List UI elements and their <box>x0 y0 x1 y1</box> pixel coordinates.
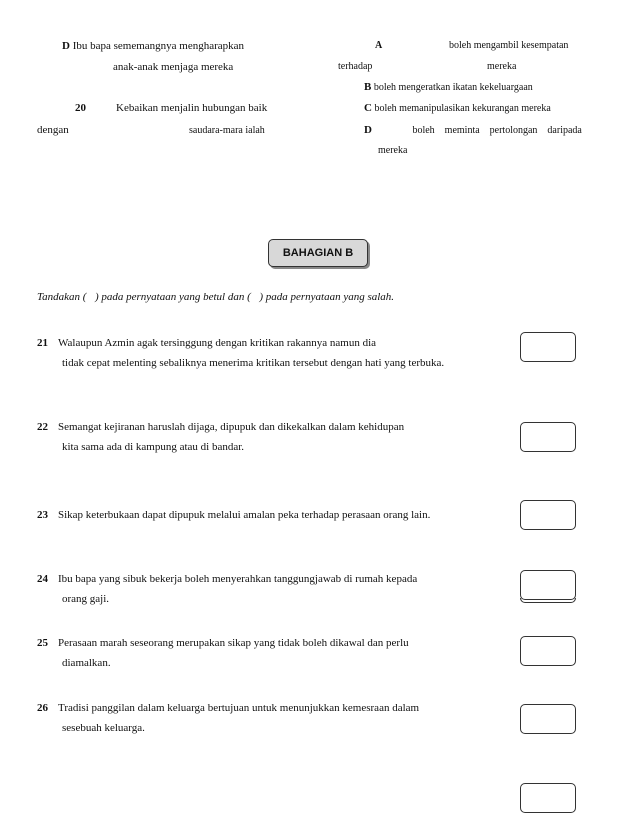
question-number: 26 <box>37 702 48 714</box>
q19-option-d-cont: anak-anak menjaga mereka <box>113 61 234 73</box>
question-text-cont: orang gaji. <box>62 593 110 605</box>
option-letter: D <box>62 40 70 52</box>
question-text: Sikap keterbukaan dapat dipupuk melalui amalan peka terhadap perasaan orang lain. <box>58 509 431 521</box>
q20-option-c <box>364 102 551 114</box>
question-text: Ibu bapa yang sibuk bekerja boleh menyerahkan tanggungjawab di rumah kepada <box>58 573 418 585</box>
question-text: Walaupun Azmin agak tersinggung dengan kritikan rakannya namun dia <box>58 337 377 349</box>
q20-option-d <box>364 124 582 136</box>
option-letter: D <box>364 124 372 136</box>
question-26 <box>37 698 507 738</box>
answer-box-23[interactable] <box>520 500 576 530</box>
question-text: Tradisi panggilan dalam keluarga bertujuan untuk menunjukkan kemesraan dalam <box>58 702 420 714</box>
question-number: 25 <box>37 637 48 649</box>
answer-box-21[interactable] <box>520 332 576 362</box>
option-text: Ibu bapa sememangnya mengharapkan <box>72 40 245 52</box>
question-number: 21 <box>37 337 48 349</box>
question-text: Semangat kejiranan haruslah dijaga, dipupuk dan dikekalkan dalam kehidupan <box>58 421 405 433</box>
question-text-cont: kita sama ada di kampung atau di bandar. <box>62 441 245 453</box>
question-24 <box>37 569 507 609</box>
answer-box-25[interactable] <box>520 636 576 666</box>
q20-option-a-cont-a: terhadap <box>338 61 373 72</box>
option-letter: C <box>364 102 372 114</box>
question-text-cont: tidak cepat melenting sebaliknya menerima kritikan tersebut dengan hati yang terbuka. <box>62 357 445 369</box>
q20-option-a-cont-b: mereka <box>487 61 517 72</box>
answer-box-27[interactable] <box>520 783 576 813</box>
question-25 <box>37 633 507 673</box>
question-text-cont: sesebuah keluarga. <box>62 722 145 734</box>
option-text: boleh memanipulasikan kekurangan mereka <box>374 103 551 114</box>
option-letter: B <box>364 81 372 93</box>
option-text: boleh mengeratkan ikatan kekeluargaan <box>373 82 533 93</box>
question-text: Perasaan marah seseorang merupakan sikap yang tidak boleh dikawal dan perlu <box>58 637 409 649</box>
section-title: BAHAGIAN B <box>268 239 368 267</box>
instruction: Tandakan ( ) pada pernyataan yang betul dan ( ) pada pernyataan yang salah. <box>37 291 383 303</box>
question-23 <box>37 505 507 525</box>
q20-option-b <box>364 81 533 93</box>
question-21 <box>37 333 507 373</box>
question-22 <box>37 417 507 457</box>
q19-option-d <box>62 40 244 52</box>
question-number: 22 <box>37 421 48 433</box>
option-text: boleh meminta pertolongan daripada <box>412 125 582 136</box>
q20-option-a-letter: A <box>375 40 383 51</box>
question-text-cont: diamalkan. <box>62 657 111 669</box>
q20-number: 20 <box>75 102 86 114</box>
q20-text: Kebaikan menjalin hubungan baik <box>116 102 268 114</box>
answer-box-22[interactable] <box>520 422 576 452</box>
q20-text-cont-a: dengan <box>37 124 69 136</box>
question-number: 24 <box>37 573 48 585</box>
answer-box-24[interactable] <box>520 570 576 600</box>
q20-text-cont-b: saudara-mara ialah <box>189 125 265 136</box>
q20-option-a-text: boleh mengambil kesempatan <box>449 40 569 51</box>
q20-option-d-cont: mereka <box>378 145 408 156</box>
question-number: 23 <box>37 509 48 521</box>
answer-box-26[interactable] <box>520 704 576 734</box>
